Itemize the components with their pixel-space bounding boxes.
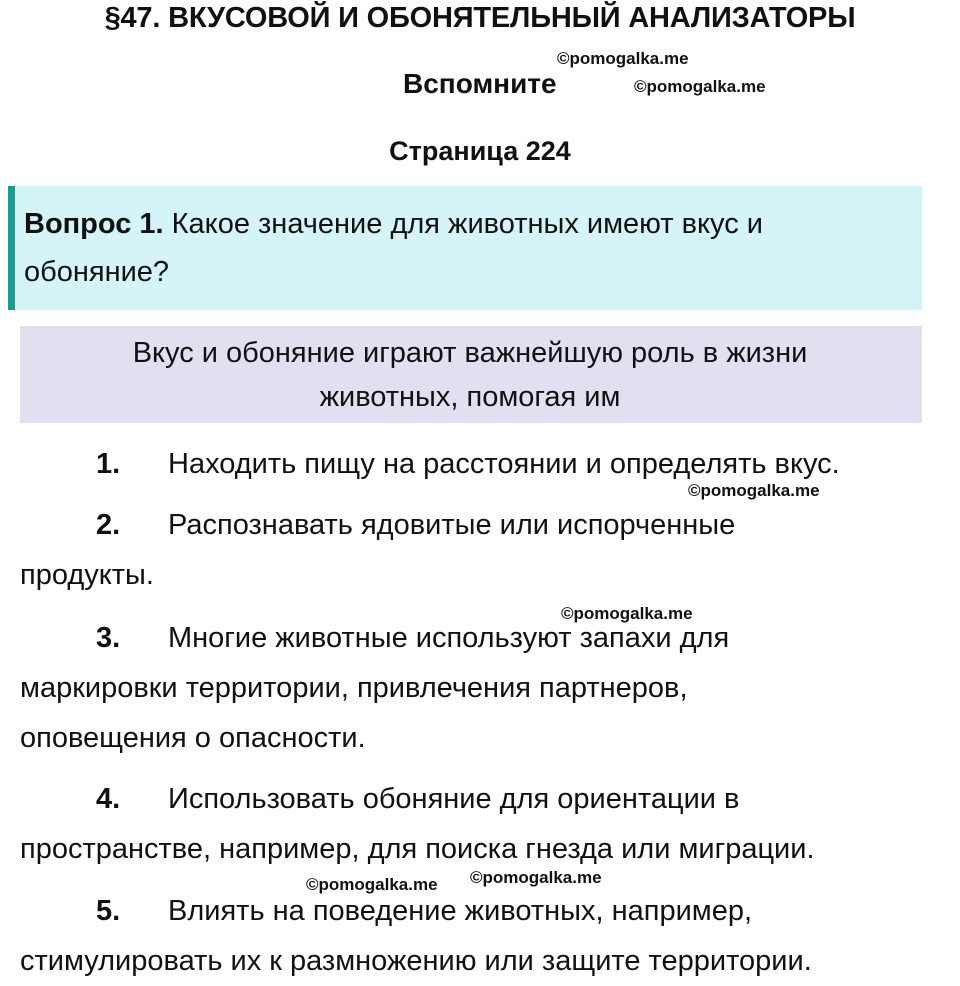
answer-intro-line2: животных, помогая им xyxy=(319,381,621,413)
list-item xyxy=(20,886,940,986)
item-number: 4. xyxy=(96,783,121,815)
watermark: ©pomogalka.me xyxy=(306,875,438,894)
watermark: ©pomogalka.me xyxy=(470,868,602,887)
question-text: Какое значение для животных имеют вкус и обоняние? xyxy=(24,208,763,288)
item-number: 1. xyxy=(96,448,121,480)
item-text: Находить пищу на расстоянии и определять вкус. xyxy=(168,448,840,480)
watermark: ©pomogalka.me xyxy=(557,49,689,68)
item-text-line2: пространстве, например, для поиска гнезда или миграции. xyxy=(20,833,815,865)
item-number: 5. xyxy=(96,895,121,927)
question-label: Вопрос 1. xyxy=(24,208,164,240)
answer-intro xyxy=(40,331,900,419)
watermark: ©pomogalka.me xyxy=(561,604,693,623)
section-title: §47. ВКУСОВОЙ И ОБОНЯТЕЛЬНЫЙ АНАЛИЗАТОРЫ xyxy=(104,2,856,34)
list-item xyxy=(20,500,940,600)
item-text-line1: Влиять на поведение животных, например, xyxy=(168,895,753,927)
watermark: ©pomogalka.me xyxy=(688,481,820,500)
list-item xyxy=(20,774,940,874)
item-text-line3: оповещения о опасности. xyxy=(20,722,366,754)
subtitle: Вспомните xyxy=(403,68,557,99)
item-text-line2: стимулировать их к размножению или защите территории. xyxy=(20,945,812,977)
item-text-line2: маркировки территории, привлечения партнеров, xyxy=(20,672,688,704)
answer-intro-line1: Вкус и обоняние играют важнейшую роль в жизни xyxy=(132,337,808,369)
item-text-line1: Распознавать ядовитые или испорченные xyxy=(168,509,736,541)
page-label: Страница 224 xyxy=(389,136,571,166)
watermark: ©pomogalka.me xyxy=(634,77,766,96)
question xyxy=(24,200,904,296)
item-text-line2: продукты. xyxy=(20,559,154,591)
list-item xyxy=(20,613,940,763)
item-number: 3. xyxy=(96,622,121,654)
item-text-line1: Многие животные используют запахи для xyxy=(168,622,730,654)
item-number: 2. xyxy=(96,509,121,541)
item-text-line1: Использовать обоняние для ориентации в xyxy=(168,783,740,815)
